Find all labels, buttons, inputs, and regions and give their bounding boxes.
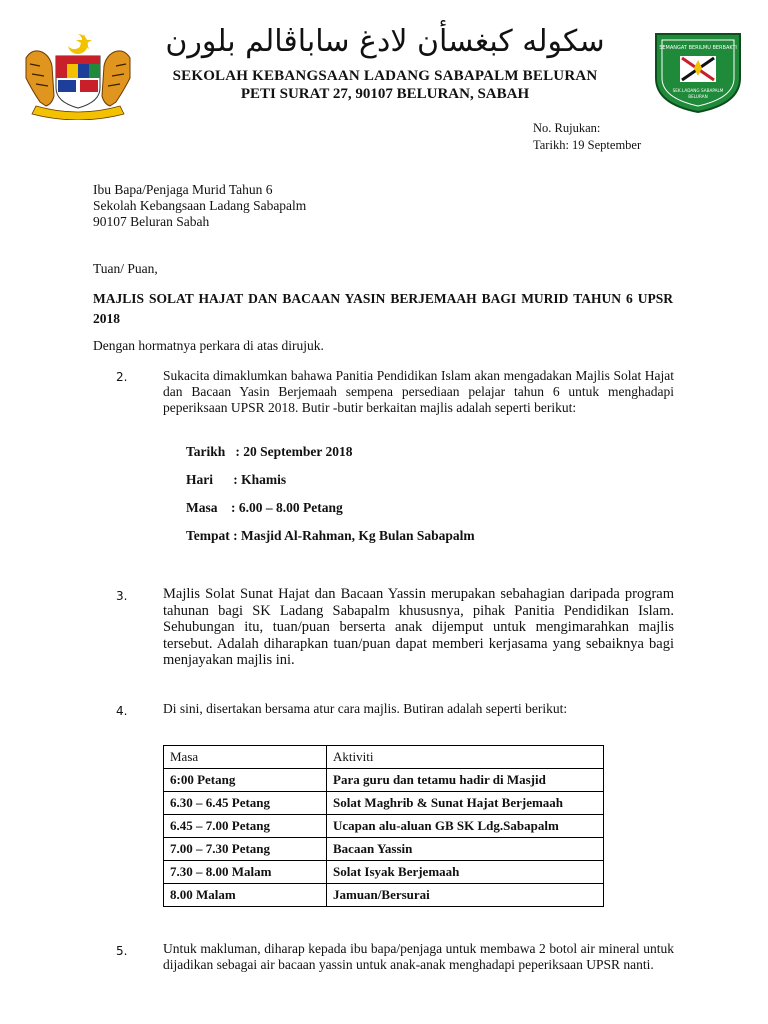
table-cell-time: 6:00 Petang — [164, 769, 327, 792]
table-header-cell: Aktiviti — [327, 746, 604, 769]
paragraph-number: 2. — [116, 370, 128, 384]
salutation: Tuan/ Puan, — [93, 261, 158, 276]
table-header-cell: Masa — [164, 746, 327, 769]
schedule-table — [163, 745, 604, 907]
table-cell-time: 6.30 – 6.45 Petang — [164, 792, 327, 815]
coat-of-arms-logo — [18, 28, 138, 120]
table-row — [164, 792, 604, 815]
table-row — [164, 884, 604, 907]
table-cell-time: 8.00 Malam — [164, 884, 327, 907]
table-cell-activity: Solat Isyak Berjemaah — [327, 861, 604, 884]
recipient-line: 90107 Beluran Sabah — [93, 214, 210, 229]
letter-subject: MAJLIS SOLAT HAJAT DAN BACAAN YASIN BERJEMAAH BAGI MURID TAHUN 6 UPSR 2018 — [93, 291, 673, 326]
table-cell-time: 7.30 – 8.00 Malam — [164, 861, 327, 884]
opening-line: Dengan hormatnya perkara di atas dirujuk. — [93, 338, 324, 353]
table-row — [164, 838, 604, 861]
school-address: PETI SURAT 27, 90107 BELURAN, SABAH — [240, 86, 530, 102]
recipient-line: Ibu Bapa/Penjaga Murid Tahun 6 — [93, 182, 273, 197]
paragraph-2: Sukacita dimaklumkan bahawa Panitia Pendidikan Islam akan mengadakan Majlis Solat Hajat dan Bacaan Yasin Berjemaah sempena persediaan pelajar tahun 6 untuk menghadapi peperiksaan UPSR 2018. Butir -butir berkaitan majlis adalah seperti berikut: — [163, 368, 674, 415]
table-row — [164, 769, 604, 792]
event-venue: Tempat : Masjid Al-Rahman, Kg Bulan Sabapalm — [186, 528, 475, 543]
event-details — [186, 444, 475, 556]
paragraph-4: Di sini, disertakan bersama atur cara majlis. Butiran adalah seperti berikut: — [163, 701, 568, 716]
badge-school-name: SEK.LADANG SABAPALM — [672, 88, 724, 93]
table-cell-activity: Bacaan Yassin — [327, 838, 604, 861]
event-date: Tarikh : 20 September 2018 — [186, 444, 353, 459]
table-cell-time: 6.45 – 7.00 Petang — [164, 815, 327, 838]
paragraph-5: Untuk makluman, diharap kepada ibu bapa/penjaga untuk membawa 2 botol air mineral untuk dijadikan sebagai air bacaan yassin untuk anak-anak menghadapi peperiksaan UPSR nanti. — [163, 941, 674, 972]
event-time: Masa : 6.00 – 8.00 Petang — [186, 500, 343, 515]
paragraph-3: Majlis Solat Sunat Hajat dan Bacaan Yassin merupakan sebahagian daripada program tahunan bagi SK Ladang Sabapalm khususnya, pihak Panitia Pendidikan Islam. Sehubungan itu, tuan/puan berserta anak dijemput untuk mengimarahkan majlis tersebut. Adalah diharapkan tuan/puan dapat memberi kerjasama yang sebaiknya bagi menjayakan majlis ini. — [163, 586, 674, 668]
jawi-school-title: سكوله كبغسأن لادغ ساباڤالم بلورن — [165, 24, 605, 59]
event-day: Hari : Khamis — [186, 472, 287, 487]
table-cell-activity: Ucapan alu-aluan GB SK Ldg.Sabapalm — [327, 815, 604, 838]
recipient-block — [93, 182, 306, 230]
school-name: SEKOLAH KEBANGSAAN LADANG SABAPALM BELURAN — [172, 68, 598, 84]
table-cell-time: 7.00 – 7.30 Petang — [164, 838, 327, 861]
recipient-line: Sekolah Kebangsaan Ladang Sabapalm — [93, 198, 307, 213]
table-header-row — [164, 746, 604, 769]
table-cell-activity: Para guru dan tetamu hadir di Masjid — [327, 769, 604, 792]
table-row — [164, 861, 604, 884]
school-badge-logo — [652, 30, 744, 114]
letter-date: Tarikh: 19 September — [533, 138, 642, 152]
letter-meta — [533, 120, 641, 154]
paragraph-number: 3. — [116, 589, 128, 603]
badge-motto: SEMANGAT BERILMU BERBAKTI — [659, 45, 737, 51]
table-cell-activity: Jamuan/Bersurai — [327, 884, 604, 907]
paragraph-number: 4. — [116, 704, 128, 718]
paragraph-number: 5. — [116, 944, 128, 958]
table-row — [164, 815, 604, 838]
table-cell-activity: Solat Maghrib & Sunat Hajat Berjemaah — [327, 792, 604, 815]
badge-location: BELURAN — [688, 94, 708, 99]
reference-number: No. Rujukan: — [533, 121, 601, 135]
